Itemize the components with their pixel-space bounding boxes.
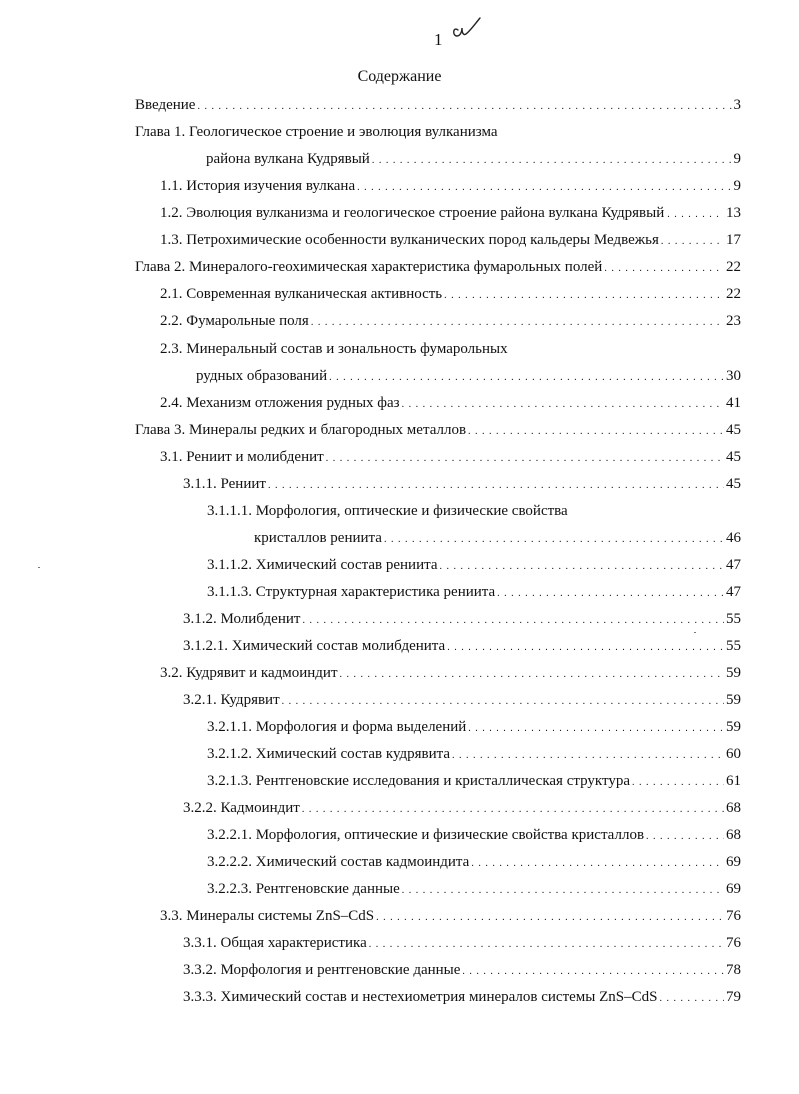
toc-entry-1-2[interactable]: 1.2. Эволюция вулканизма и геологическое строение района вулкана Кудрявый . . . 13: [160, 204, 741, 224]
toc-entry-2-2[interactable]: 2.2. Фумарольные поля . . . 23: [160, 312, 741, 332]
toc-entry-3-2-2[interactable]: 3.2.2. Кадмоиндит . . . 68: [183, 799, 741, 819]
toc-entry-3-1-2[interactable]: 3.1.2. Молибденит . . . 55: [183, 610, 741, 630]
toc-entry-3-2-1[interactable]: 3.2.1. Кудрявит . . . 59: [183, 691, 741, 711]
toc-entry-chapter-2[interactable]: Глава 2. Минералого-геохимическая характеристика фумарольных полей . . . 22: [135, 258, 741, 278]
toc-entry-3-2-1-1[interactable]: 3.2.1.1. Морфология и форма выделений . . . 59: [207, 718, 741, 738]
toc-entry-2-1[interactable]: 2.1. Современная вулканическая активность . . . 22: [160, 285, 741, 305]
toc-entry-3-1-2-1[interactable]: 3.1.2.1. Химический состав молибденита . . . 55: [183, 637, 741, 657]
toc-title: Содержание: [357, 68, 442, 85]
toc-entry-3-3-1[interactable]: 3.3.1. Общая характеристика . . . 76: [183, 934, 741, 954]
toc-entry-3-1-1-2[interactable]: 3.1.1.2. Химический состав рениита . . . 47: [207, 556, 741, 576]
toc-entry-1-1[interactable]: 1.1. История изучения вулкана . . . 9: [160, 177, 741, 197]
toc-entry-chapter-1-cont[interactable]: района вулкана Кудрявый . . . 9: [206, 150, 741, 170]
toc-entry-introduction[interactable]: Введение . . . 3: [135, 96, 741, 116]
toc-entry-1-3[interactable]: 1.3. Петрохимические особенности вулканических пород кальдеры Медвежья . . . 17: [160, 231, 741, 251]
scan-speck: [38, 567, 40, 568]
toc-entry-3-2-1-3[interactable]: 3.2.1.3. Рентгеновские исследования и кристаллическая структура . . . 61: [207, 772, 741, 792]
toc-entry-3-1[interactable]: 3.1. Рениит и молибденит . . . 45: [160, 448, 741, 468]
toc-entry-3-3[interactable]: 3.3. Минералы системы ZnS–CdS . . . 76: [160, 907, 741, 927]
toc-entry-2-4[interactable]: 2.4. Механизм отложения рудных фаз . . . 41: [160, 394, 741, 414]
toc-entry-3-2-2-3[interactable]: 3.2.2.3. Рентгеновские данные . . . 69: [207, 880, 741, 900]
toc-entry-3-2-2-1[interactable]: 3.2.2.1. Морфология, оптические и физические свойства кристаллов . . . 68: [207, 826, 741, 846]
toc-entry-chapter-1[interactable]: Глава 1. Геологическое строение и эволюция вулканизма: [135, 124, 498, 140]
toc-entry-chapter-3[interactable]: Глава 3. Минералы редких и благородных металлов . . . 45: [135, 421, 741, 441]
toc-entry-2-3-cont[interactable]: рудных образований . . . 30: [196, 367, 741, 387]
toc-entry-3-2-1-2[interactable]: 3.2.1.2. Химический состав кудрявита . . . 60: [207, 745, 741, 765]
toc-entry-2-3[interactable]: 2.3. Минеральный состав и зональность фумарольных: [160, 341, 508, 357]
toc-entry-3-1-1-1-cont[interactable]: кристаллов рениита . . . 46: [254, 529, 741, 549]
toc-entry-3-1-1-3[interactable]: 3.1.1.3. Структурная характеристика рениита . . . 47: [207, 583, 741, 603]
toc-entry-3-3-3[interactable]: 3.3.3. Химический состав и нестехиометрия минералов системы ZnS–CdS . . . 79: [183, 988, 741, 1008]
page-number: 1: [434, 30, 443, 49]
scan-speck: [694, 632, 696, 633]
toc-entry-3-1-1[interactable]: 3.1.1. Рениит . . . 45: [183, 475, 741, 495]
toc-entry-3-2-2-2[interactable]: 3.2.2.2. Химический состав кадмоиндита . . . 69: [207, 853, 741, 873]
toc-entry-3-3-2[interactable]: 3.3.2. Морфология и рентгеновские данные . . . 78: [183, 961, 741, 981]
toc-entry-3-2[interactable]: 3.2. Кудрявит и кадмоиндит . . . 59: [160, 664, 741, 684]
toc-entry-3-1-1-1[interactable]: 3.1.1.1. Морфология, оптические и физические свойства: [207, 503, 568, 519]
